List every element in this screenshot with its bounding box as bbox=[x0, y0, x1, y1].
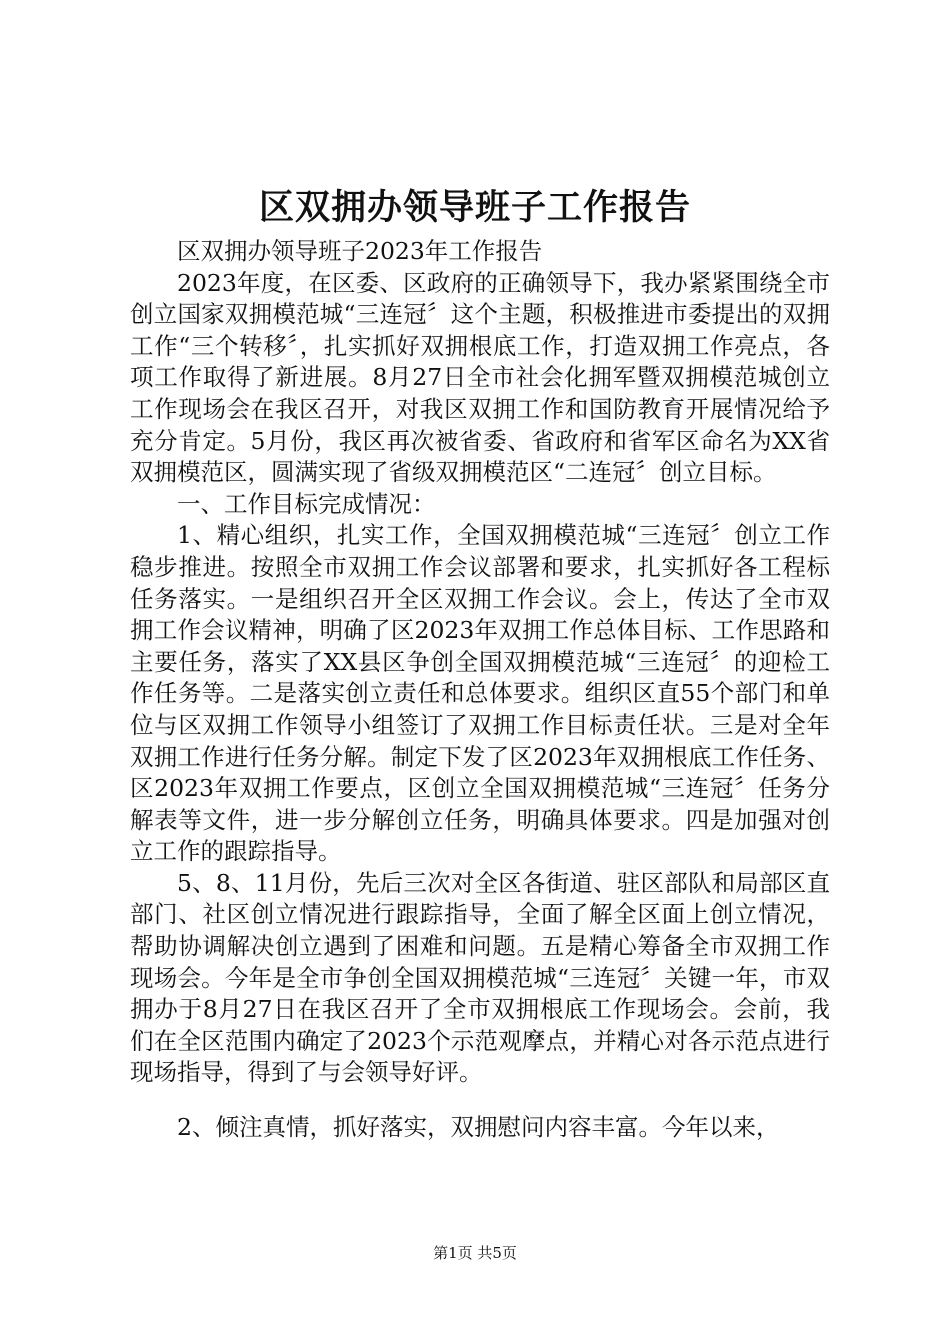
paragraph-item-1: 1、精心组织，扎实工作，全国双拥模范城“三连冠〞创立工作稳步推进。按照全市双拥工作会议部署和要求，扎实抓好各工程标任务落实。一是组织召开全区双拥工作会议。会上，传达了全市双拥工作会议精神，明确了区2023年双拥工作总体目标、工作思路和主要任务，落实了XX县区争创全国双拥模范城“三连冠〞的迎检工作任务等。二是落实创立责任和总体要求。组织区直55个部门和单位与区双拥工作领导小组签订了双拥工作目标责任状。三是对全年双拥工作进行任务分解。制定下发了区2023年双拥根底工作任务、区2023年双拥工作要点，区创立全国双拥模范城“三连冠〞任务分解表等文件，进一步分解创立任务，明确具体要求。四是加强对创立工作的跟踪指导。 bbox=[130, 521, 830, 866]
document-title: 区双拥办领导班子工作报告 bbox=[258, 187, 691, 228]
section-heading: 一、工作目标完成情况： bbox=[177, 489, 436, 518]
paragraph-item-2: 2、倾注真情，抓好落实，双拥慰问内容丰富。今年以来， bbox=[177, 1113, 780, 1142]
paragraph-item-1-continued: 5、8、11月份，先后三次对全区各街道、驻区部队和局部区直部门、社区创立情况进行跟踪指导，全面了解全区面上创立情况，帮助协调解决创立遇到了困难和问题。五是精心筹备全市双拥工作现场会。今年是全市争创全国双拥模范城“三连冠〞关键一年，市双拥办于8月27日在我区召开了全市双拥根底工作现场会。会前，我们在全区范围内确定了2023个示范观摩点，并精心对各示范点进行现场指导，得到了与会领导好评。 bbox=[130, 868, 830, 1087]
paragraph-intro: 2023年度，在区委、区政府的正确领导下，我办紧紧围绕全市创立国家双拥模范城“三连冠〞这个主题，积极推进市委提出的双拥工作“三个转移〞，扎实抓好双拥根底工作，打造双拥工作亮点，各项工作取得了新进展。8月27日全市社会化拥军暨双拥模范城创立工作现场会在我区召开，对我区双拥工作和国防教育开展情况给予充分肯定。5月份，我区再次被省委、省政府和省军区命名为XX省双拥模范区，圆满实现了省级双拥模范区“二连冠〞创立目标。 bbox=[130, 268, 830, 487]
document-body bbox=[130, 236, 830, 1144]
page-footer: 第1页 共5页 bbox=[433, 1244, 517, 1262]
paragraph-subtitle: 区双拥办领导班子2023年工作报告 bbox=[177, 237, 543, 265]
